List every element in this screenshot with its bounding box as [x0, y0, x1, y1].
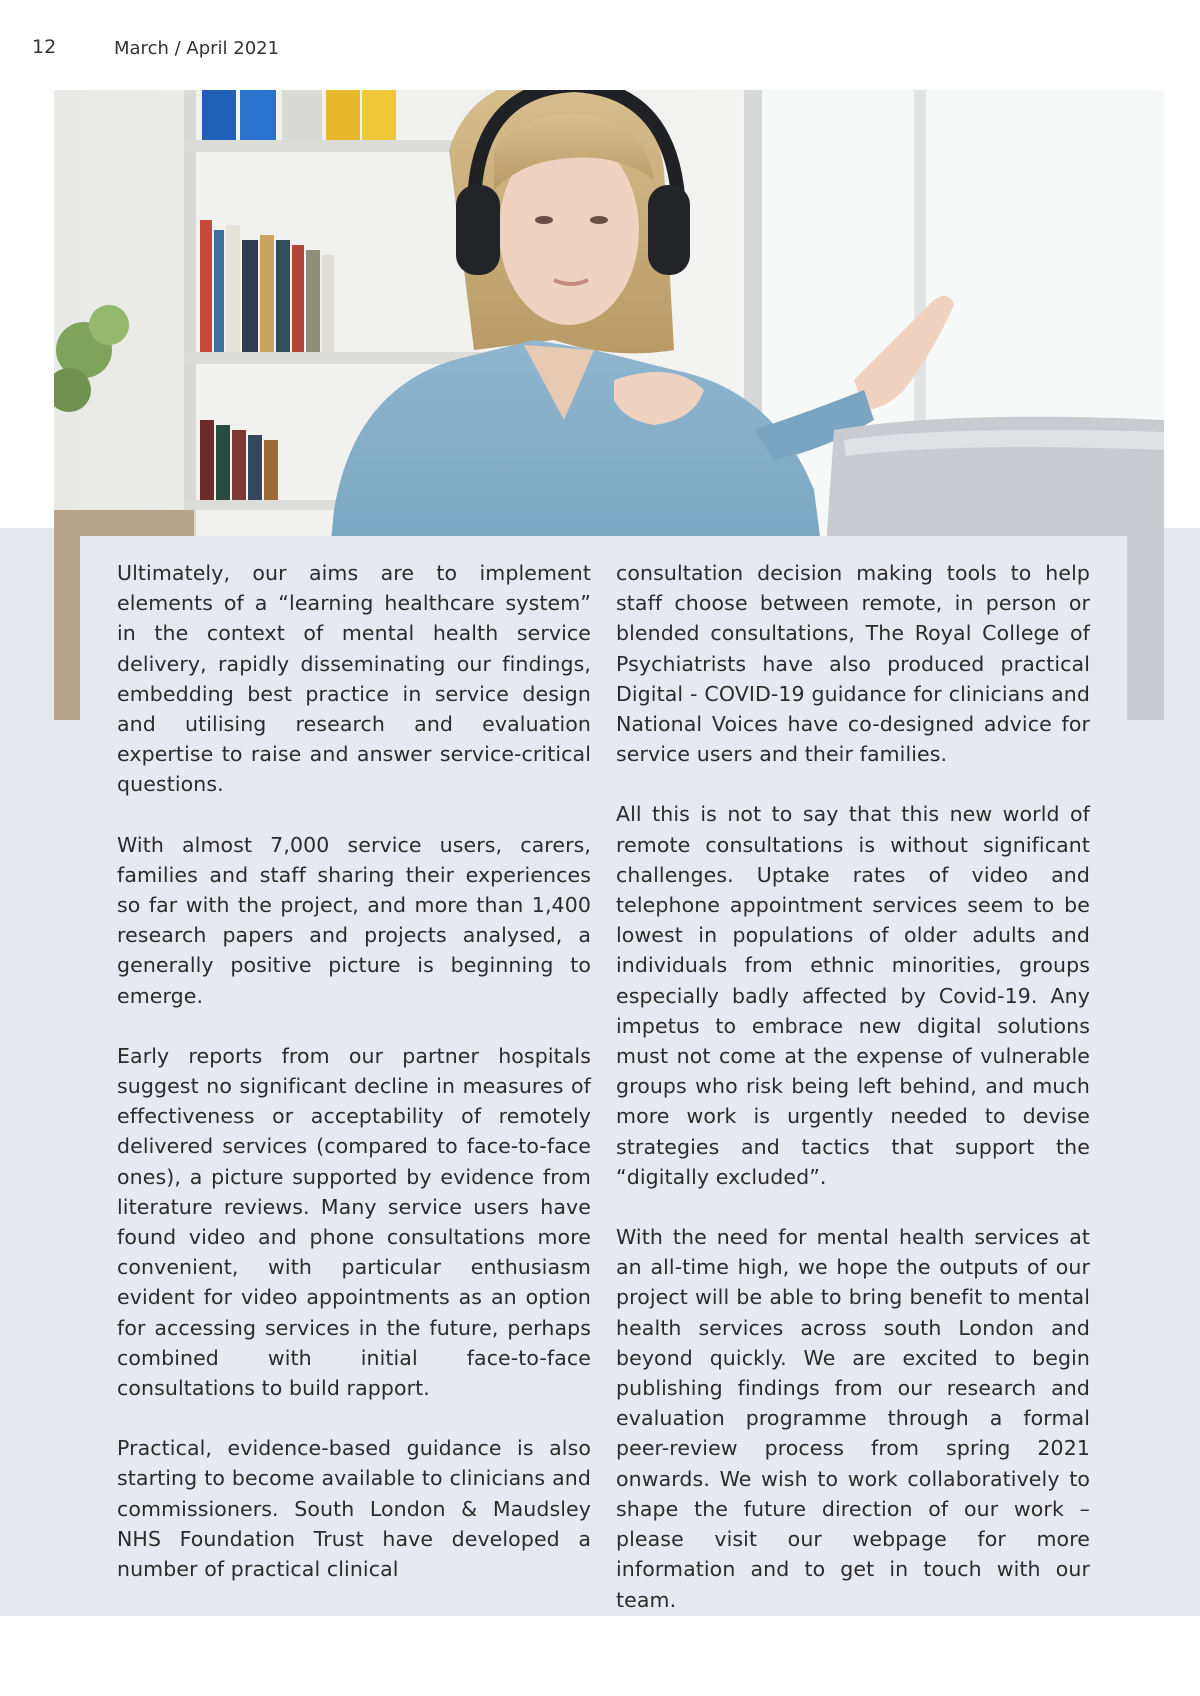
right-column: [616, 558, 1090, 1645]
paragraph: With almost 7,000 service users, carers, families and staff sharing their experiences so far with the project, and more than 1,400 research papers and projects analysed, a generally positive picture is beginning to emerge.: [117, 832, 591, 1008]
paragraph: Ultimately, our aims are to implement elements of a “learning healthcare system” in the context of mental health service delivery, rapidly disseminating our findings, embedding best practice in service design and utilising research and evaluation expertise to raise and answer service-critical questions.: [117, 561, 591, 797]
paragraph: Early reports from our partner hospitals suggest no significant decline in measures of effectiveness or acceptability of remotely delivered services (compared to face-to-face ones), a picture supported by evidence from literature reviews. Many service users have found video and phone consultations more convenient, with particular enthusiasm evident for video appointments as an option for accessing services in the future, perhaps combined with initial face-to-face consultations to build rapport.: [117, 1043, 591, 1401]
left-column: [117, 558, 591, 1614]
article-text-box: [80, 536, 1127, 1616]
page-number: 12: [32, 36, 57, 58]
paragraph: consultation decision making tools to help staff choose between remote, in person or blended consultations, The Royal College of Psychiatrists have also produced practical Digital - COVID-19 guidance for clinicians and National Voices have co-designed advice for service users and their families.: [616, 561, 1090, 767]
paragraph: Practical, evidence-based guidance is also starting to become available to clinicians and commissioners. South London & Maudsley NHS Foundation Trust have developed a number of practical clinical: [117, 1436, 591, 1582]
paragraph: With the need for mental health services at an all-time high, we hope the outputs of our project will be able to bring benefit to mental health services across south London and beyond quickly. We are excited to begin publishing findings from our research and evaluation programme through a formal peer-review process from spring 2021 onwards. We wish to work collaboratively to shape the future direction of our work – please visit our webpage for more information and to get in touch with our team.: [616, 1225, 1090, 1612]
issue-date: March / April 2021: [114, 38, 280, 59]
paragraph: All this is not to say that this new world of remote consultations is without significant challenges. Uptake rates of video and telephone appointment services seem to be lowest in populations of older adults and individuals from ethnic minorities, groups especially badly affected by Covid-19. Any impetus to embrace new digital solutions must not come at the expense of vulnerable groups who risk being left behind, and much more work is urgently needed to devise strategies and tactics that support the “digitally excluded”.: [616, 802, 1090, 1189]
